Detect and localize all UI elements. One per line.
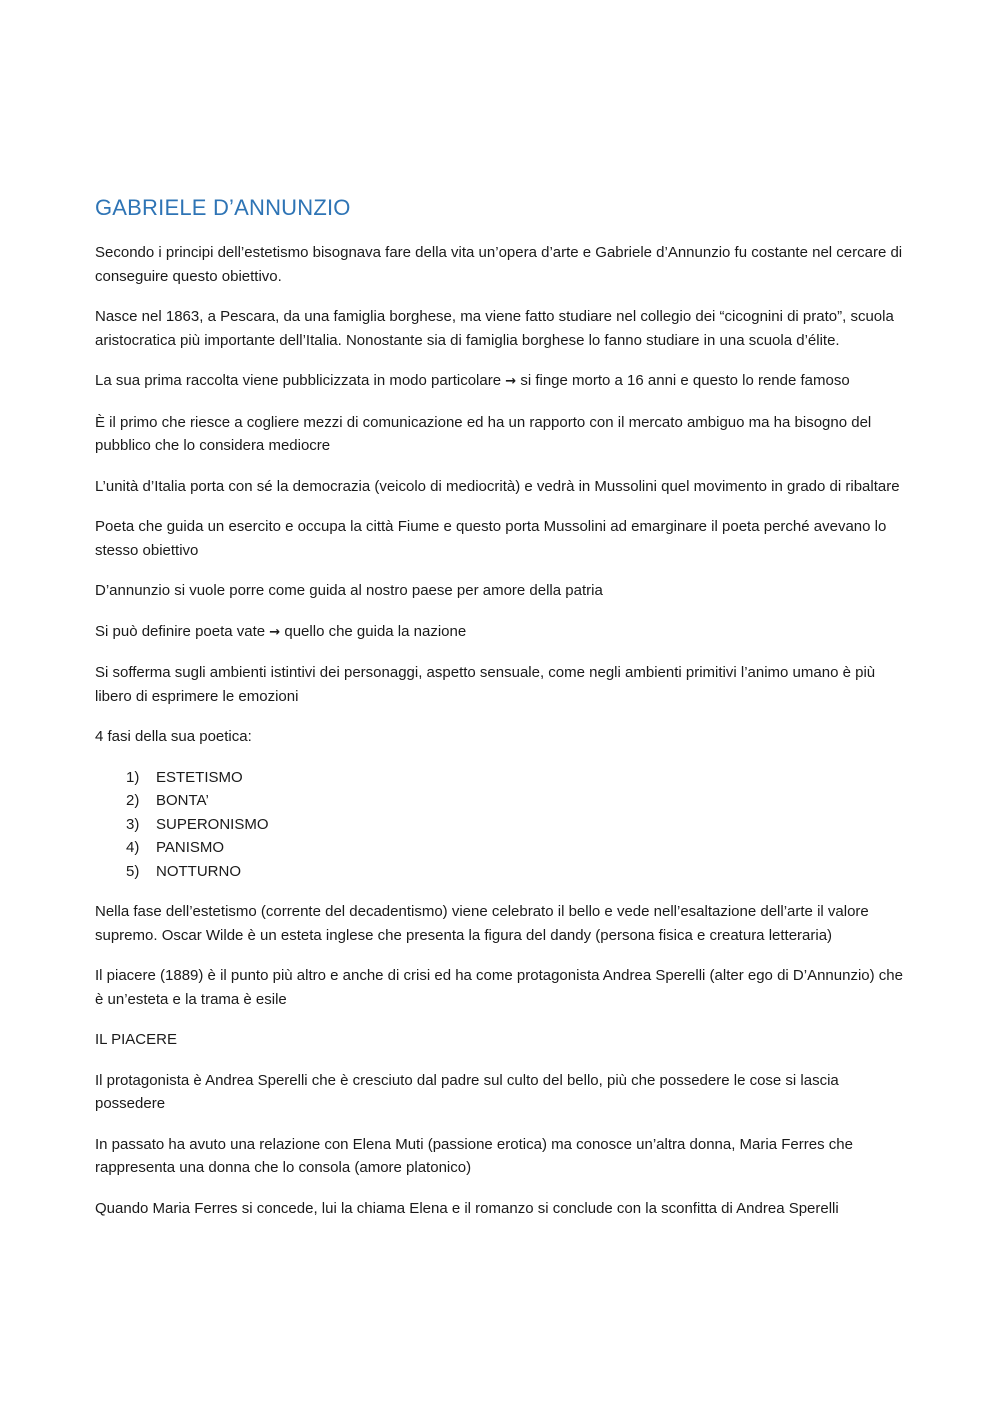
list-item — [95, 813, 910, 837]
paragraph-instinct: Si sofferma sugli ambienti istintivi dei personaggi, aspetto sensuale, come negli ambienti primitivi l’animo umano è più libero di esprimere le emozioni — [95, 664, 876, 705]
phases-list — [95, 766, 910, 884]
list-item-number: 4) — [126, 839, 140, 857]
paragraph-first-collection — [95, 369, 910, 394]
list-item-label: SUPERONISMO — [156, 815, 269, 833]
list-item — [95, 836, 910, 860]
paragraph-vate-text-a: Si può definire poeta vate — [95, 622, 266, 640]
paragraph-birth: Nasce nel 1863, a Pescara, da una famiglia borghese, ma viene fatto studiare nel collegio dei “cicognini di prato”, scuola aristocratica più importante dell’Italia. Nonostante sia di famiglia borghese lo fanno studiare in una scuola d’élite. — [95, 308, 894, 349]
arrow-right-icon: → — [505, 374, 517, 389]
paragraph-vate — [95, 620, 910, 645]
list-item-number: 5) — [126, 862, 140, 880]
paragraph-fiume: Poeta che guida un esercito e occupa la città Fiume e questo porta Mussolini ad emarginare il poeta perché avevano lo stesso obiettivo — [95, 518, 887, 559]
paragraph-protagonist: Il protagonista è Andrea Sperelli che è cresciuto dal padre sul culto del bello, più che possedere le cose si lascia possedere — [95, 1071, 839, 1113]
paragraph-first-collection-text-b: si finge morto a 16 anni e questo lo rende famoso — [520, 372, 850, 389]
paragraph-communication: È il primo che riesce a cogliere mezzi di comunicazione ed ha un rapporto con il mercato ambiguo ma ha bisogno del pubblico che lo considera mediocre — [95, 413, 872, 454]
document-title: GABRIELE D’ANNUNZIO — [95, 195, 351, 220]
list-item-label: PANISMO — [156, 839, 225, 857]
section-heading-il-piacere: IL PIACERE — [95, 1031, 177, 1049]
list-item — [95, 860, 910, 884]
document-page — [95, 193, 910, 1237]
list-item — [95, 766, 910, 790]
list-item-number: 1) — [126, 768, 140, 786]
paragraph-il-piacere-summary: Il piacere (1889) è il punto più altro e anche di crisi ed ha come protagonista Andrea Sperelli (alter ego di D’Annunzio) che è un’esteta e la trama è esile — [95, 967, 903, 1008]
list-item-label: BONTA’ — [156, 792, 209, 810]
list-item-number: 3) — [126, 815, 140, 833]
list-item-number: 2) — [126, 792, 140, 810]
arrow-right-icon: → — [269, 624, 281, 640]
paragraph-first-collection-text-a: La sua prima raccolta viene pubblicizzata in modo particolare — [95, 372, 502, 389]
paragraph-guide: D’annunzio si vuole porre come guida al nostro paese per amore della patria — [95, 582, 603, 599]
list-item — [95, 789, 910, 813]
paragraph-relationships: In passato ha avuto una relazione con Elena Muti (passione erotica) ma conosce un’altra donna, Maria Ferres che rappresenta una donna che lo consola (amore platonico) — [95, 1135, 853, 1177]
paragraph-phases-intro: 4 fasi della sua poetica: — [95, 728, 252, 745]
paragraph-estetismo: Nella fase dell’estetismo (corrente del decadentismo) viene celebrato il bello e vede nell’esaltazione dell’arte il valore supremo. Oscar Wilde è un esteta inglese che presenta la figura del dandy (persona fisica e creatura letteraria) — [95, 903, 869, 944]
paragraph-vate-text-b: quello che guida la nazione — [284, 622, 467, 640]
list-item-label: NOTTURNO — [156, 862, 241, 880]
paragraph-ending: Quando Maria Ferres si concede, lui la chiama Elena e il romanzo si conclude con la sconfitta di Andrea Sperelli — [95, 1199, 839, 1217]
paragraph-unity: L’unità d’Italia porta con sé la democrazia (veicolo di mediocrità) e vedrà in Mussolini quel movimento in grado di ribaltare — [95, 477, 900, 495]
paragraph-intro: Secondo i principi dell’estetismo bisognava fare della vita un’opera d’arte e Gabriele d’Annunzio fu costante nel cercare di conseguire questo obiettivo. — [95, 244, 903, 285]
list-item-label: ESTETISMO — [156, 768, 243, 786]
